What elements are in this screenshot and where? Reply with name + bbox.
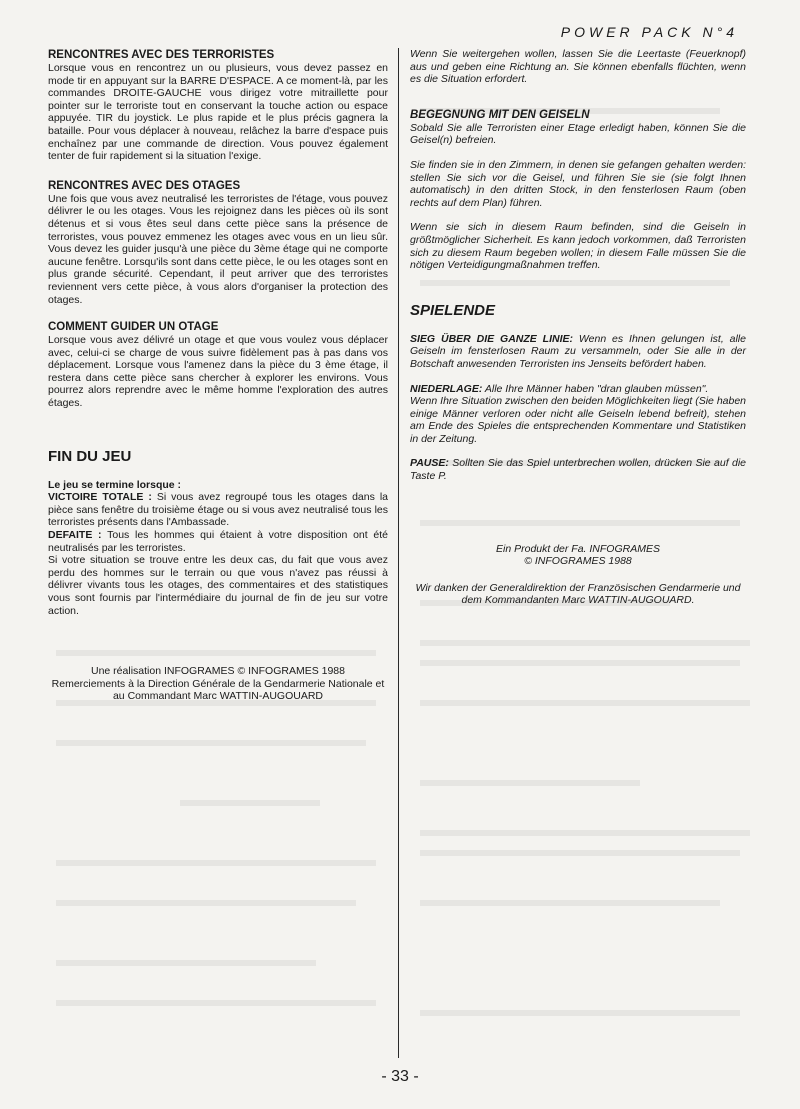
left-column-french [48,48,388,703]
defaite-label: DEFAITE : [48,529,102,542]
pause-label: PAUSE: [410,457,449,470]
defaite-paragraph [48,529,388,554]
niederlage-text: Alle Ihre Männer haben "dran glauben müssen". [484,382,709,395]
credit-thanks: Wir danken der Generaldirektion der Französischen Gendarmerie und dem Kommandanten Marc WATTIN-AUGOUARD. [415,581,741,607]
section-body: Lorsque vous avez délivré un otage et que vous voulez vous déplacer avec, celui-ci se charge de vous suivre fidèlement pas à pas dans vos déplacement. Lorsque vous l'amenez dans la pièce du 3 ème étage, il restera dans cette pièce sans chercher à explorer les environs. Vous pourrez alors reprendre avec le même homme l'exploration des autres étages. [48,334,388,410]
right-column-german [410,48,746,607]
credit-line: Une réalisation INFOGRAMES © INFOGRAMES 1988 [91,665,345,678]
geiseln-p3: Wenn sie sich in diesem Raum befinden, sind die Geiseln in größtmöglicher Sicherheit. Es kann jedoch vorkommen, daß Terroristen sich zu diesem Raum begeben wollen; in diesem Falle müssen Sie die nötigen Verteidigungmaßnahmen treffen. [410,221,746,272]
section-title: FIN DU JEU [48,447,132,465]
german-credits [410,543,746,607]
section-title: SPIELENDE [410,301,496,319]
credit-copyright: © INFOGRAMES 1988 [524,555,632,568]
french-credits [48,665,388,703]
victoire-label: VICTOIRE TOTALE : [48,491,152,504]
defaite-text: Tous les hommes qui étaient à votre disposition ont été neutralisés par les terroristes. [48,529,388,554]
intro-paragraph: Wenn Sie weitergehen wollen, lassen Sie die Leertaste (Feuerknopf) aus und geben eine Richtung an. Sie können ebenfalls flüchten, wenn es die Situation erfordert. [410,48,746,86]
section-rencontres-otages [48,179,388,306]
victoire-paragraph [48,491,388,529]
geiseln-p2: Sie finden sie in den Zimmern, in denen sie gefangen gehalten werden: stellen Sie sich vor die Geisel, und führen Sie sie (sie folgt Ihnen automatisch) in den dritten Stock, in den fensterlosen Raum (oben rechts auf dem Plan) führen. [410,158,746,209]
column-divider [398,48,399,1058]
section-heading: RENCONTRES AVEC DES TERRORISTES [48,49,275,61]
geiseln-p1: Sobald Sie alle Terroristen einer Etage erledigt haben, können Sie die Geisel(n) befreien. [410,121,746,147]
niederlage-paragraph [410,383,746,396]
pause-text: Sollten Sie das Spiel unterbrechen wollen, drücken Sie auf die Taste P. [410,457,747,483]
section-fin-du-jeu [48,448,388,618]
section-rencontres-terroristes [48,48,388,163]
section-heading: BEGEGNUNG MIT DEN GEISELN [410,108,590,121]
entre-deux-paragraph: Si votre situation se trouve entre les deux cas, du fait que vous avez perdu des hommes sur le terrain ou que vous n'avez pas réussi à délivrer vivants tous les otages, des commentaires et des statistiques vous sont fournis par l'intermédiaire du journal de fin de jeu sur votre action. [48,554,388,617]
section-heading: RENCONTRES AVEC DES OTAGES [48,179,241,192]
page-number: - 33 - [381,1068,419,1085]
fin-intro: Le jeu se termine lorsque : [48,478,182,491]
sieg-paragraph [410,333,746,371]
section-body: Une fois que vous avez neutralisé les terroristes de l'étage, vous pouvez délivrer le ou les otages. Vous les rejoignez dans les pièces où ils sont détenus et si vous êtes seul dans cette pièce sans la présence de terroristes, vous pouvez emmenez les otages avec vous en un lieu sûr. Vous devez les guider jusqu'à une pièce du 3ème étage qui ne comporte aucune fenêtre. Lorsqu'ils sont dans cette pièce, le ou les otages sont en plus grande sécurité. Cependant, il peut arriver que des terroristes reviennent vers cette pièce, à vous alors d'organiser la protection des otages. [48,192,388,306]
mitte-paragraph: Wenn Ihre Situation zwischen den beiden Möglichkeiten liegt (Sie haben einige Männer verloren oder nicht alle Geiseln lebend befreit), stehen am Ende des Spieles die entsprechenden Kommentare und Statistiken in der Zeitung. [410,395,747,445]
victoire-text: Si vous avez regroupé tous les otages dans la pièce sans fenêtre du troisième étage ou si vous avez neutralisé tous les terroristes présents dans l'Ambassade. [48,491,388,529]
section-guider-otage [48,320,388,410]
sieg-label: SIEG ÜBER DIE GANZE LINIE: [410,332,574,345]
niederlage-label: NIEDERLAGE: [410,382,483,395]
section-spielende [410,302,746,483]
credit-product: Ein Produkt der Fa. INFOGRAMES [496,542,660,555]
sieg-text: Wenn es Ihnen gelungen ist, alle Geiseln im fensterlosen Raum zu versammeln, oder Sie alle in der Botschaft anwesenden Terroristen ins Jenseits befördert haben. [410,332,746,370]
section-geiseln [410,108,746,272]
page-header: POWER PACK N°4 [560,24,738,40]
section-heading: COMMENT GUIDER UN OTAGE [48,321,219,334]
credit-thanks: Remerciements à la Direction Générale de la Gendarmerie Nationale et au Commandant Marc WATTIN-AUGOUARD [51,677,385,703]
section-body: Lorsque vous en rencontrez un ou plusieurs, vous devez passez en mode tir en appuyant sur la BARRE D'ESPACE. A ce moment-là, par les commandes DROITE-GAUCHE vous dirigez votre mitraillette pour pointer sur le terroriste tout en conservant la touche action ou espace appuyée. TIR du joystick. Le plus rapide et le plus précis gagnera la bataille. Pour vous déplacer à nouveau, relâchez la barre d'espace puis enchaînez par une commande de direction. Vous pouvez également tenter de fuir rapidement si la situation l'exige. [48,62,388,163]
pause-paragraph [410,457,746,482]
